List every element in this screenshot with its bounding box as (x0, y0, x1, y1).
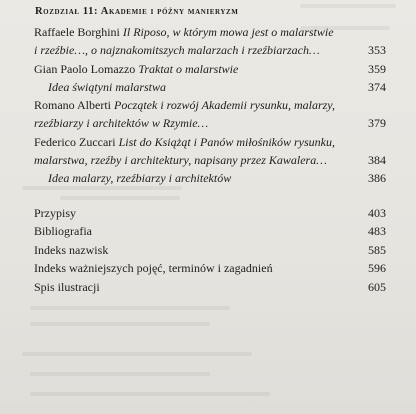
toc-entry-line (34, 78, 386, 96)
chapter-entries (34, 23, 386, 188)
back-matter-label: Bibliografia (34, 224, 92, 239)
toc-entry-line (34, 151, 386, 169)
entry-title: Początek i rozwój Akademii rysunku, malarzy, (114, 98, 335, 113)
entry-title: i rzeźbie…, o najznakomitszych malarzach i rzeźbiarzach… (34, 43, 320, 58)
bleed-through-line (30, 306, 230, 310)
chapter-heading (34, 6, 386, 17)
page-number: 353 (368, 43, 386, 58)
entry-title: Idea świątyni malarstwa (48, 79, 167, 94)
page-number: 596 (368, 261, 386, 276)
entry-author: Gian Paolo Lomazzo (34, 61, 139, 76)
bleed-through-line (22, 352, 252, 356)
chapter-heading-text: Rozdział 11: Akademie i późny manieryzm (35, 6, 239, 17)
page-number: 384 (368, 153, 386, 168)
back-matter-label: Indeks nazwisk (34, 242, 109, 257)
toc-entry (34, 133, 386, 170)
toc-entry (34, 169, 386, 187)
entry-author: Romano Alberti (34, 98, 114, 113)
toc-entry-line (34, 169, 386, 187)
table-of-contents (34, 6, 386, 297)
entry-author: Federico Zuccari (34, 134, 119, 149)
toc-entry (34, 60, 386, 78)
entry-title: Il Riposo, w którym mowa jest o malarstwie (122, 25, 334, 39)
back-matter-label: Spis ilustracji (34, 280, 100, 295)
section-gap (34, 188, 386, 204)
entry-title: List do Książąt i Panów miłośników rysunku, (118, 134, 335, 149)
page-number: 483 (368, 224, 386, 239)
toc-entry (34, 23, 386, 60)
entry-title: malarstwa, rzeźby i architektury, napisany przez Kawalera… (34, 153, 327, 168)
page-number: 605 (368, 280, 386, 295)
toc-entry-line (34, 23, 386, 41)
entry-title: rzeźbiarzy i architektów w Rzymie… (34, 116, 209, 131)
toc-entry-line (34, 114, 386, 132)
back-matter (34, 204, 386, 297)
back-matter-label: Przypisy (34, 205, 76, 220)
back-matter-item (34, 241, 386, 260)
toc-entry-line (34, 60, 386, 78)
back-matter-item (34, 259, 386, 278)
bleed-through-line (30, 322, 210, 326)
toc-entry-line (34, 41, 386, 59)
entry-title: Idea malarzy, rzeźbiarzy i architektów (48, 171, 232, 186)
back-matter-label: Indeks ważniejszych pojęć, terminów i zagadnień (34, 261, 273, 276)
toc-entry (34, 96, 386, 133)
toc-entry (34, 78, 386, 96)
page-number: 585 (368, 242, 386, 257)
page-number: 359 (368, 61, 386, 76)
back-matter-item (34, 222, 386, 241)
toc-entry-line (34, 96, 386, 114)
page-number: 379 (368, 116, 386, 131)
entry-author: Raffaele Borghini (34, 25, 123, 39)
page-number: 386 (368, 171, 386, 186)
bleed-through-line (30, 372, 210, 376)
toc-entry-line (34, 133, 386, 151)
entry-title: Traktat o malarstwie (138, 61, 239, 76)
bleed-through-line (30, 392, 270, 396)
page-number: 403 (368, 205, 386, 220)
back-matter-item (34, 278, 386, 297)
back-matter-item (34, 204, 386, 223)
page-number: 374 (368, 79, 386, 94)
